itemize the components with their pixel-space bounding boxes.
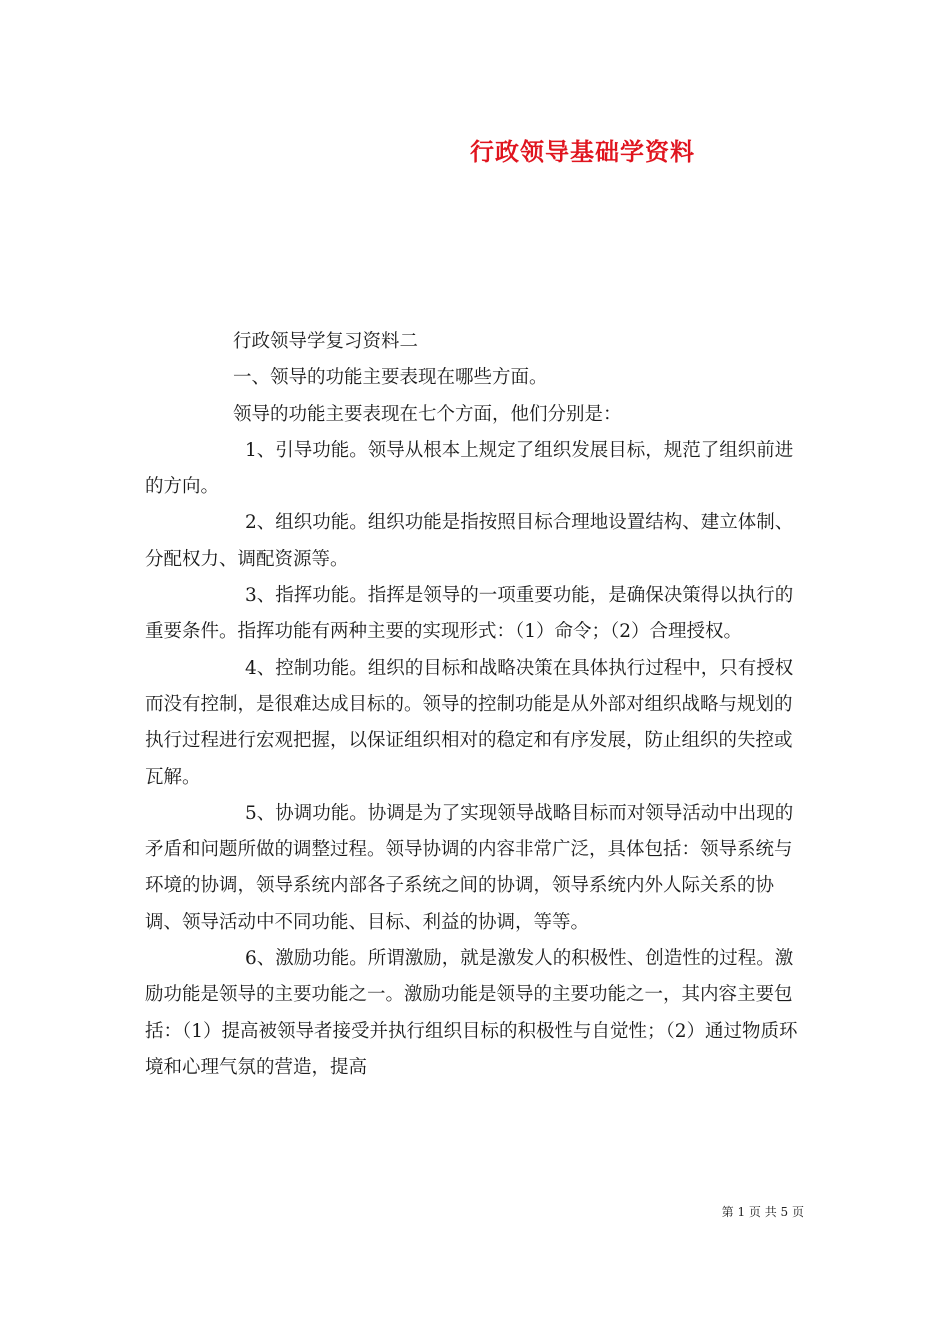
paragraph-coordination: 5、协调功能。协调是为了实现领导战略目标而对领导活动中出现的矛盾和问题所做的调整过程。领导协调的内容非常广泛，具体包括：领导系统与环境的协调，领导系统内部各子系统之间的协调，领导系统内外人际关系的协调、领导活动中不同功能、目标、利益的协调，等等。: [145, 802, 794, 933]
question-heading: 一、领导的功能主要表现在哪些方面。: [233, 367, 548, 389]
paragraph-command: 3、指挥功能。指挥是领导的一项重要功能，是确保决策得以执行的重要条件。指挥功能有两种主要的实现形式：（1）命令；（2）合理授权。: [145, 585, 794, 643]
page-number-footer: 第 1 页 共 5 页: [721, 1205, 804, 1219]
document-body: [145, 324, 810, 1086]
section-heading: 行政领导学复习资料二: [233, 331, 419, 352]
intro-paragraph: 领导的功能主要表现在七个方面，他们分别是：: [233, 403, 622, 425]
document-title: 行政领导基础学资料: [470, 137, 695, 166]
paragraph-motivation: 6、激励功能。所谓激励，就是激发人的积极性、创造性的过程。激励功能是领导的主要功能之一。激励功能是领导的主要功能之一，其内容主要包括：（1）提高被领导者接受并执行组织目标的积极性与自觉性；（2）通过物质环境和心理气氛的营造，提高: [145, 948, 798, 1078]
paragraph-control: 4、控制功能。组织的目标和战略决策在具体执行过程中，只有授权而没有控制，是很难达成目标的。领导的控制功能是从外部对组织战略与规划的执行过程进行宏观把握，以保证组织相对的稳定和有序发展，防止组织的失控或瓦解。: [145, 657, 794, 788]
paragraph-organization: 2、组织功能。组织功能是指按照目标合理地设置结构、建立体制、分配权力、调配资源等。: [145, 512, 794, 570]
paragraph-guidance: 1、引导功能。领导从根本上规定了组织发展目标，规范了组织前进的方向。: [145, 439, 794, 498]
